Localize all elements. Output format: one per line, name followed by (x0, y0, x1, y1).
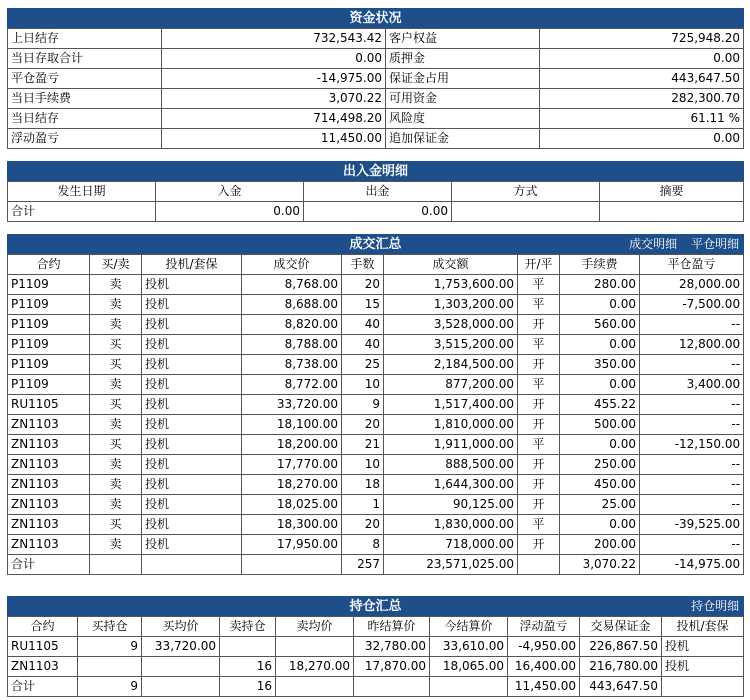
total-cell (242, 555, 342, 575)
column-header: 入金 (156, 182, 304, 202)
total-cell: 3,070.22 (560, 555, 640, 575)
total-cell (662, 677, 744, 697)
funds-value: 3,070.22 (162, 89, 386, 109)
trades-header-row (8, 255, 744, 275)
funds-row (8, 89, 744, 109)
table-cell: 卖 (90, 455, 142, 475)
table-cell: 18 (342, 475, 384, 495)
table-cell: ZN1103 (8, 495, 90, 515)
table-cell: ZN1103 (8, 415, 90, 435)
funds-label: 浮动盈亏 (8, 129, 162, 149)
table-cell: 8,788.00 (242, 335, 342, 355)
column-header: 浮动盈亏 (508, 617, 580, 637)
table-cell: ZN1103 (8, 535, 90, 555)
table-cell: 28,000.00 (640, 275, 744, 295)
funds-title: 资金状况 (8, 9, 744, 29)
table-cell: ZN1103 (8, 475, 90, 495)
table-cell: 投机 (662, 637, 744, 657)
table-cell: 1,810,000.00 (384, 415, 518, 435)
column-header: 合约 (8, 255, 90, 275)
total-label: 合计 (8, 202, 156, 222)
table-cell: 17,950.00 (242, 535, 342, 555)
table-row (8, 295, 744, 315)
total-deposit: 0.00 (156, 202, 304, 222)
funds-label: 上日结存 (8, 29, 162, 49)
funds-label: 追加保证金 (386, 129, 540, 149)
table-cell: 718,000.00 (384, 535, 518, 555)
funds-table (7, 8, 744, 149)
table-cell: 投机 (662, 657, 744, 677)
table-cell: 8,768.00 (242, 275, 342, 295)
table-cell: 33,720.00 (242, 395, 342, 415)
column-header: 卖均价 (276, 617, 354, 637)
table-cell: 200.00 (560, 535, 640, 555)
table-cell: 投机 (142, 475, 242, 495)
total-cell: 合计 (8, 555, 90, 575)
column-header: 今结算价 (430, 617, 508, 637)
table-cell: 560.00 (560, 315, 640, 335)
table-cell: P1109 (8, 355, 90, 375)
table-cell: 1,753,600.00 (384, 275, 518, 295)
table-cell: -7,500.00 (640, 295, 744, 315)
table-cell: P1109 (8, 275, 90, 295)
total-cell (276, 677, 354, 697)
positions-header-row (8, 617, 744, 637)
table-cell: -4,950.00 (508, 637, 580, 657)
table-cell: 350.00 (560, 355, 640, 375)
table-row (8, 455, 744, 475)
table-cell: 投机 (142, 295, 242, 315)
total-cell (354, 677, 430, 697)
funds-value: 0.00 (540, 129, 744, 149)
table-cell: 卖 (90, 295, 142, 315)
table-cell: 9 (78, 637, 142, 657)
table-cell: 500.00 (560, 415, 640, 435)
table-cell: 开 (518, 415, 560, 435)
table-cell: -39,525.00 (640, 515, 744, 535)
column-header: 交易保证金 (580, 617, 662, 637)
column-header: 手续费 (560, 255, 640, 275)
table-cell: 25 (342, 355, 384, 375)
trades-table (7, 234, 744, 575)
funds-label: 平仓盈亏 (8, 69, 162, 89)
funds-value: 0.00 (162, 49, 386, 69)
table-cell: 平 (518, 375, 560, 395)
table-cell: 25.00 (560, 495, 640, 515)
table-cell: 投机 (142, 415, 242, 435)
table-row (8, 415, 744, 435)
table-cell: RU1105 (8, 395, 90, 415)
deposits-header-row (8, 182, 744, 202)
table-cell: 32,780.00 (354, 637, 430, 657)
table-cell: ZN1103 (8, 455, 90, 475)
table-cell: 买 (90, 515, 142, 535)
total-cell: 11,450.00 (508, 677, 580, 697)
table-cell: 18,270.00 (276, 657, 354, 677)
table-cell: 8,738.00 (242, 355, 342, 375)
table-cell: 10 (342, 375, 384, 395)
funds-label: 风险度 (386, 109, 540, 129)
table-cell: 12,800.00 (640, 335, 744, 355)
funds-row (8, 129, 744, 149)
table-row (8, 335, 744, 355)
trade-detail-link[interactable]: 成交明细 (629, 237, 678, 251)
column-header: 昨结算价 (354, 617, 430, 637)
table-cell (78, 657, 142, 677)
table-cell: 18,065.00 (430, 657, 508, 677)
column-header: 成交价 (242, 255, 342, 275)
total-cell (518, 555, 560, 575)
table-row (8, 275, 744, 295)
column-header: 开/平 (518, 255, 560, 275)
table-cell: 17,770.00 (242, 455, 342, 475)
table-cell: P1109 (8, 295, 90, 315)
table-row (8, 475, 744, 495)
table-cell: P1109 (8, 335, 90, 355)
table-cell: 卖 (90, 415, 142, 435)
table-cell: 226,867.50 (580, 637, 662, 657)
funds-value: 732,543.42 (162, 29, 386, 49)
table-cell (142, 657, 220, 677)
table-cell: 15 (342, 295, 384, 315)
table-cell: 卖 (90, 535, 142, 555)
funds-value: 714,498.20 (162, 109, 386, 129)
table-cell: 投机 (142, 275, 242, 295)
table-cell: 买 (90, 435, 142, 455)
table-cell: 16,400.00 (508, 657, 580, 677)
funds-label: 保证金占用 (386, 69, 540, 89)
table-cell: ZN1103 (8, 657, 78, 677)
table-cell: 8,688.00 (242, 295, 342, 315)
total-withdrawal: 0.00 (304, 202, 452, 222)
table-cell: 买 (90, 355, 142, 375)
table-cell: 投机 (142, 455, 242, 475)
table-cell: 450.00 (560, 475, 640, 495)
table-cell: 0.00 (560, 435, 640, 455)
table-cell: 投机 (142, 315, 242, 335)
table-row (8, 435, 744, 455)
table-cell: -- (640, 355, 744, 375)
table-cell: 10 (342, 455, 384, 475)
table-cell: 888,500.00 (384, 455, 518, 475)
column-header: 投机/套保 (662, 617, 744, 637)
positions-table (7, 596, 744, 697)
table-cell: 卖 (90, 315, 142, 335)
column-header: 手数 (342, 255, 384, 275)
deposits-table (7, 161, 744, 222)
funds-value: 282,300.70 (540, 89, 744, 109)
table-cell: 投机 (142, 375, 242, 395)
column-header: 买/卖 (90, 255, 142, 275)
table-cell: 18,100.00 (242, 415, 342, 435)
funds-label: 可用资金 (386, 89, 540, 109)
table-cell: 877,200.00 (384, 375, 518, 395)
table-cell: 1 (342, 495, 384, 515)
column-header: 卖持仓 (220, 617, 276, 637)
column-header: 投机/套保 (142, 255, 242, 275)
funds-label: 质押金 (386, 49, 540, 69)
total-cell: 9 (78, 677, 142, 697)
positions-total-row (8, 677, 744, 697)
table-cell: ZN1103 (8, 515, 90, 535)
column-header: 买均价 (142, 617, 220, 637)
deposits-title: 出入金明细 (8, 162, 744, 182)
table-cell: 280.00 (560, 275, 640, 295)
table-cell: -- (640, 495, 744, 515)
table-cell: 216,780.00 (580, 657, 662, 677)
table-cell: 投机 (142, 535, 242, 555)
table-cell: 40 (342, 315, 384, 335)
table-cell: 18,270.00 (242, 475, 342, 495)
funds-label: 当日存取合计 (8, 49, 162, 69)
total-cell: 16 (220, 677, 276, 697)
table-cell: -- (640, 395, 744, 415)
funds-label: 当日结存 (8, 109, 162, 129)
table-cell: 33,610.00 (430, 637, 508, 657)
table-cell: RU1105 (8, 637, 78, 657)
table-cell: 2,184,500.00 (384, 355, 518, 375)
table-cell (276, 637, 354, 657)
table-row (8, 657, 744, 677)
funds-value: 61.11 % (540, 109, 744, 129)
table-cell: 平 (518, 335, 560, 355)
table-cell: 1,644,300.00 (384, 475, 518, 495)
table-cell: 17,870.00 (354, 657, 430, 677)
table-cell: 开 (518, 315, 560, 335)
column-header: 合约 (8, 617, 78, 637)
table-cell: 投机 (142, 435, 242, 455)
column-header: 出金 (304, 182, 452, 202)
table-cell: 21 (342, 435, 384, 455)
total-cell (142, 677, 220, 697)
positions-title-bar (8, 597, 744, 617)
table-row (8, 395, 744, 415)
total-cell: 合计 (8, 677, 78, 697)
table-cell: -- (640, 475, 744, 495)
total-method (452, 202, 600, 222)
funds-value: 11,450.00 (162, 129, 386, 149)
total-cell: 23,571,025.00 (384, 555, 518, 575)
close-detail-link[interactable]: 平仓明细 (691, 237, 740, 251)
table-cell: 40 (342, 335, 384, 355)
trades-title-bar (8, 235, 744, 255)
table-cell: 卖 (90, 495, 142, 515)
column-header: 买持仓 (78, 617, 142, 637)
total-summary (600, 202, 744, 222)
funds-row (8, 49, 744, 69)
funds-value: 725,948.20 (540, 29, 744, 49)
table-cell: 投机 (142, 515, 242, 535)
table-cell: 1,517,400.00 (384, 395, 518, 415)
table-cell: 16 (220, 657, 276, 677)
table-cell: 3,528,000.00 (384, 315, 518, 335)
trades-title: 成交汇总 (349, 237, 402, 252)
table-cell: 3,515,200.00 (384, 335, 518, 355)
table-cell: 平 (518, 515, 560, 535)
table-cell: 开 (518, 475, 560, 495)
table-cell: 卖 (90, 475, 142, 495)
table-cell: 20 (342, 275, 384, 295)
table-cell: 平 (518, 275, 560, 295)
funds-label: 当日手续费 (8, 89, 162, 109)
table-cell: 18,200.00 (242, 435, 342, 455)
funds-value: -14,975.00 (162, 69, 386, 89)
table-cell: 开 (518, 355, 560, 375)
table-cell: 买 (90, 335, 142, 355)
table-cell: 8,772.00 (242, 375, 342, 395)
table-cell: 买 (90, 395, 142, 415)
table-cell: 平 (518, 295, 560, 315)
table-cell: -- (640, 315, 744, 335)
table-cell: ZN1103 (8, 435, 90, 455)
table-cell: 20 (342, 515, 384, 535)
table-row (8, 375, 744, 395)
table-cell: 18,300.00 (242, 515, 342, 535)
table-cell: 8 (342, 535, 384, 555)
table-cell: 90,125.00 (384, 495, 518, 515)
table-cell: 250.00 (560, 455, 640, 475)
table-cell: -12,150.00 (640, 435, 744, 455)
table-cell: 平 (518, 435, 560, 455)
table-cell: -- (640, 415, 744, 435)
table-cell: 投机 (142, 335, 242, 355)
table-cell: 20 (342, 415, 384, 435)
table-cell: 1,303,200.00 (384, 295, 518, 315)
table-cell: 开 (518, 495, 560, 515)
total-cell: -14,975.00 (640, 555, 744, 575)
table-cell: 0.00 (560, 335, 640, 355)
table-cell: 33,720.00 (142, 637, 220, 657)
table-cell: 3,400.00 (640, 375, 744, 395)
funds-row (8, 109, 744, 129)
table-cell: 开 (518, 455, 560, 475)
table-cell: P1109 (8, 315, 90, 335)
total-cell (90, 555, 142, 575)
table-cell (220, 637, 276, 657)
table-cell: 卖 (90, 375, 142, 395)
table-cell: 8,820.00 (242, 315, 342, 335)
table-cell: -- (640, 535, 744, 555)
table-cell: 投机 (142, 395, 242, 415)
total-cell: 257 (342, 555, 384, 575)
column-header: 摘要 (600, 182, 744, 202)
positions-title: 持仓汇总 (349, 599, 402, 614)
funds-value: 443,647.50 (540, 69, 744, 89)
table-cell: 455.22 (560, 395, 640, 415)
funds-row (8, 69, 744, 89)
table-cell: 0.00 (560, 515, 640, 535)
table-cell: 18,025.00 (242, 495, 342, 515)
table-row (8, 315, 744, 335)
table-cell: 0.00 (560, 375, 640, 395)
total-cell (142, 555, 242, 575)
trades-total-row (8, 555, 744, 575)
table-cell: 9 (342, 395, 384, 415)
deposits-total-row (8, 202, 744, 222)
table-cell: 开 (518, 535, 560, 555)
position-detail-link[interactable]: 持仓明细 (691, 599, 740, 613)
column-header: 发生日期 (8, 182, 156, 202)
column-header: 平仓盈亏 (640, 255, 744, 275)
column-header: 方式 (452, 182, 600, 202)
table-cell: -- (640, 455, 744, 475)
table-row (8, 495, 744, 515)
table-cell: 投机 (142, 355, 242, 375)
table-cell: 1,830,000.00 (384, 515, 518, 535)
column-header: 成交额 (384, 255, 518, 275)
table-cell: 投机 (142, 495, 242, 515)
table-cell: 开 (518, 395, 560, 415)
table-cell: P1109 (8, 375, 90, 395)
table-row (8, 515, 744, 535)
table-row (8, 637, 744, 657)
table-row (8, 535, 744, 555)
table-cell: 0.00 (560, 295, 640, 315)
total-cell (430, 677, 508, 697)
funds-label: 客户权益 (386, 29, 540, 49)
table-cell: 卖 (90, 275, 142, 295)
table-cell: 1,911,000.00 (384, 435, 518, 455)
funds-row (8, 29, 744, 49)
total-cell: 443,647.50 (580, 677, 662, 697)
funds-value: 0.00 (540, 49, 744, 69)
table-row (8, 355, 744, 375)
